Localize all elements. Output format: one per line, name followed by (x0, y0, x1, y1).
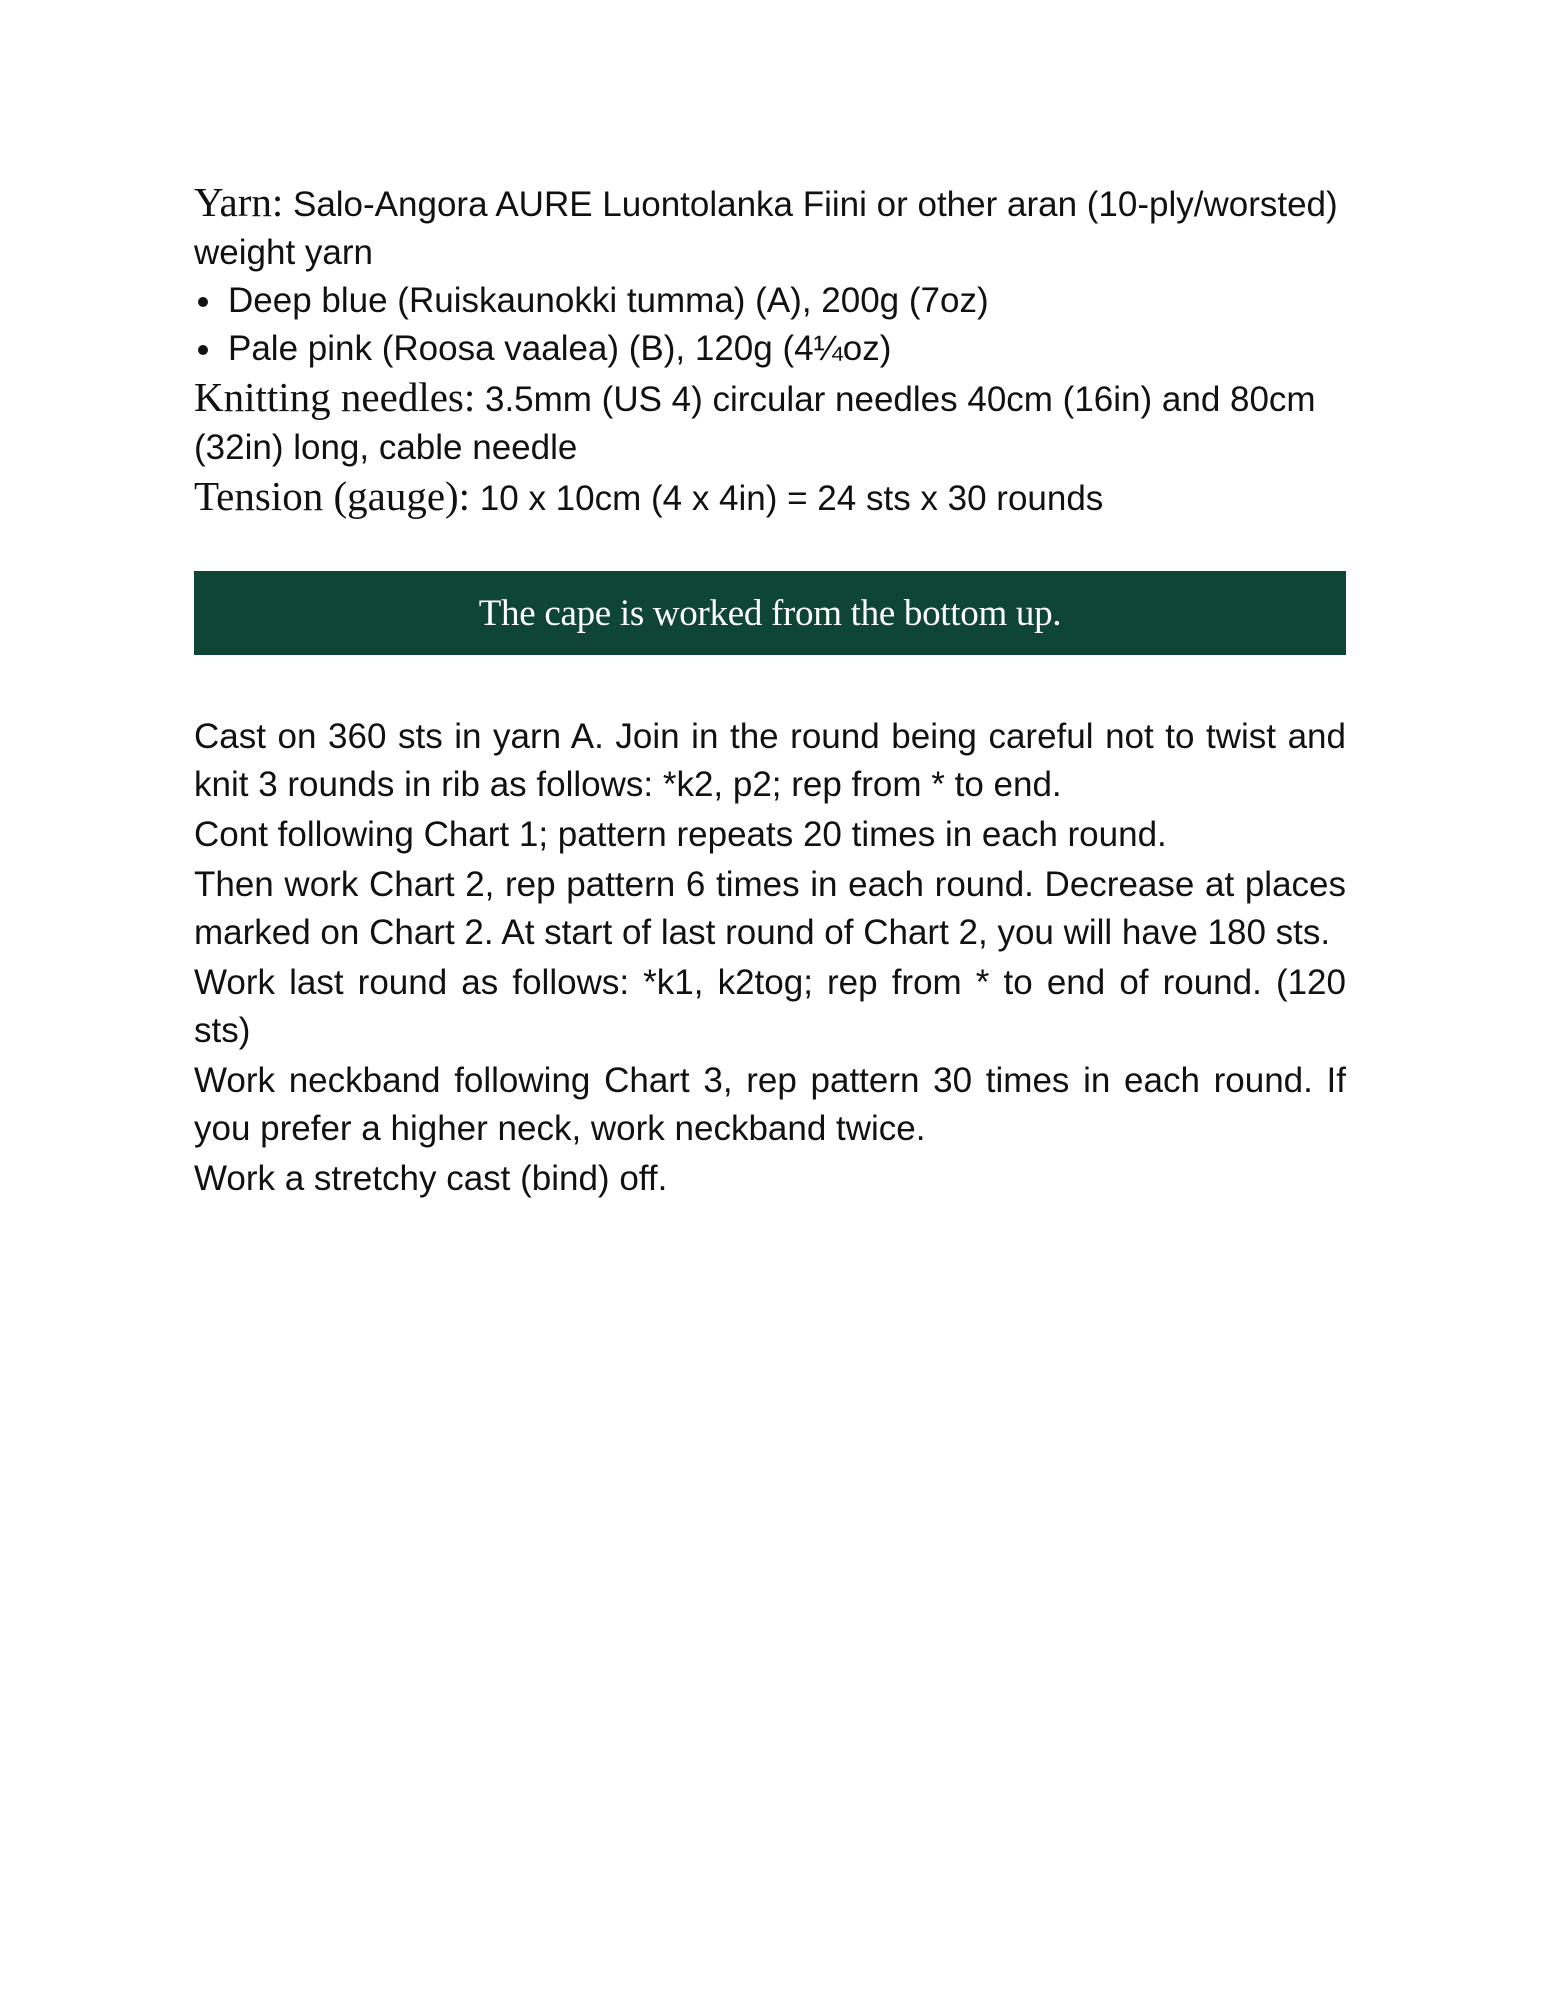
materials-section (194, 178, 1346, 523)
yarn-colors-list (194, 277, 1346, 373)
instruction-paragraph: Cont following Chart 1; pattern repeats 20 times in each round. (194, 815, 1167, 854)
instruction-paragraph: Work a stretchy cast (bind) off. (194, 1159, 668, 1198)
yarn-spec (194, 178, 1346, 277)
instruction-paragraph: Work last round as follows: *k1, k2tog; rep from * to end of round. (120 sts) (194, 963, 1346, 1050)
needles-spec (194, 373, 1346, 472)
instruction-paragraph: Cast on 360 sts in yarn A. Join in the round being careful not to twist and knit 3 rounds in rib as follows: *k2, p2; rep from * to end. (194, 717, 1346, 804)
tension-label: Tension (gauge): (194, 473, 471, 519)
tension-text: 10 x 10cm (4 x 4in) = 24 sts x 30 rounds (470, 479, 1104, 518)
section-banner: The cape is worked from the bottom up. (194, 571, 1346, 655)
instruction-paragraph: Then work Chart 2, rep pattern 6 times in each round. Decrease at places marked on Chart 2. At start of last round of Chart 2, you will have 180 sts. (194, 865, 1346, 952)
yarn-color-text: Deep blue (Ruiskaunokki tumma) (A), 200g (7oz) (228, 281, 989, 320)
list-item (194, 277, 1346, 325)
yarn-color-text: Pale pink (Roosa vaalea) (B), 120g (4¼oz) (228, 329, 892, 368)
instruction-paragraph: Work neckband following Chart 3, rep pattern 30 times in each round. If you prefer a higher neck, work neckband twice. (194, 1061, 1346, 1148)
tension-spec (194, 472, 1346, 523)
bullet-icon (198, 297, 208, 307)
yarn-text: Salo-Angora AURE Luontolanka Fiini or other aran (10-ply/worsted) weight yarn (194, 185, 1338, 272)
pattern-page (194, 178, 1346, 1205)
yarn-label: Yarn: (194, 179, 284, 225)
list-item (194, 325, 1346, 373)
instructions-section (194, 713, 1346, 1203)
bullet-icon (198, 345, 208, 355)
needles-label: Knitting needles: (194, 374, 476, 420)
needles-text: 3.5mm (US 4) circular needles 40cm (16in) and 80cm (32in) long, cable needle (194, 380, 1316, 467)
